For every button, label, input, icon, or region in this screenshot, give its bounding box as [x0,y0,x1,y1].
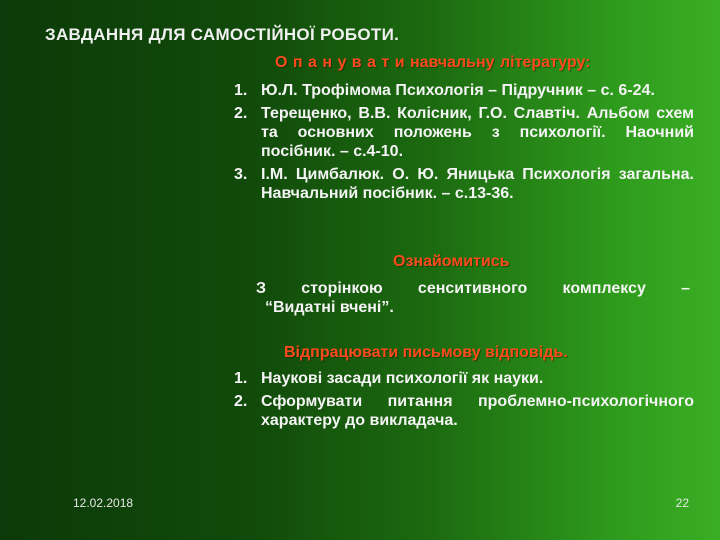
paragraph-word: сенситивного [417,280,528,297]
footer-date: 12.02.2018 [73,496,134,510]
paragraph-word: З [256,280,267,297]
list-item-number: 3. [234,166,248,183]
paragraph-word: комплексу [562,280,646,297]
familiarize-heading: Ознайомитись [393,253,510,270]
paragraph-word: – [681,280,690,297]
list-item-text: Наукові засади психології як науки. [261,370,544,387]
list-item-text: І.М. Цимбалюк. О. Ю. Яницька Психологія загальна. Навчальний посібник. – с.13-36. [261,166,694,202]
paragraph-line: “Видатні вчені”. [265,299,394,316]
slide-title: ЗАВДАННЯ ДЛЯ САМОСТІЙНОЇ РОБОТИ. [45,25,400,44]
list-item-text: Ю.Л. Трофімома Психологія – Підручник – с. 6-24. [261,82,655,99]
list-item [234,165,694,203]
paragraph-line [256,279,690,298]
list-item-number: 2. [234,105,248,122]
list-item-text: Сформувати питання проблемно-психологічного характеру до викладача. [261,393,694,429]
list-item-number: 1. [234,370,248,387]
practice-heading: Відпрацювати письмову відповідь. [284,344,568,361]
page-number: 22 [675,496,689,510]
list-item-number: 2. [234,393,248,410]
list-item [234,369,694,388]
literature-list [234,81,694,203]
list-item [234,104,694,161]
familiarize-paragraph [256,279,690,317]
list-item [234,81,694,100]
literature-heading: О п а н у в а т и навчальну літературу: [275,54,591,71]
list-item [234,392,694,430]
list-item-number: 1. [234,82,248,99]
practice-list [234,369,694,430]
paragraph-word: сторінкою [301,280,383,297]
list-item-text: Терещенко, В.В. Колісник, Г.О. Славтіч. Альбом схем та основних положень з психології. Наочний посібник. – с.4-10. [261,105,694,160]
